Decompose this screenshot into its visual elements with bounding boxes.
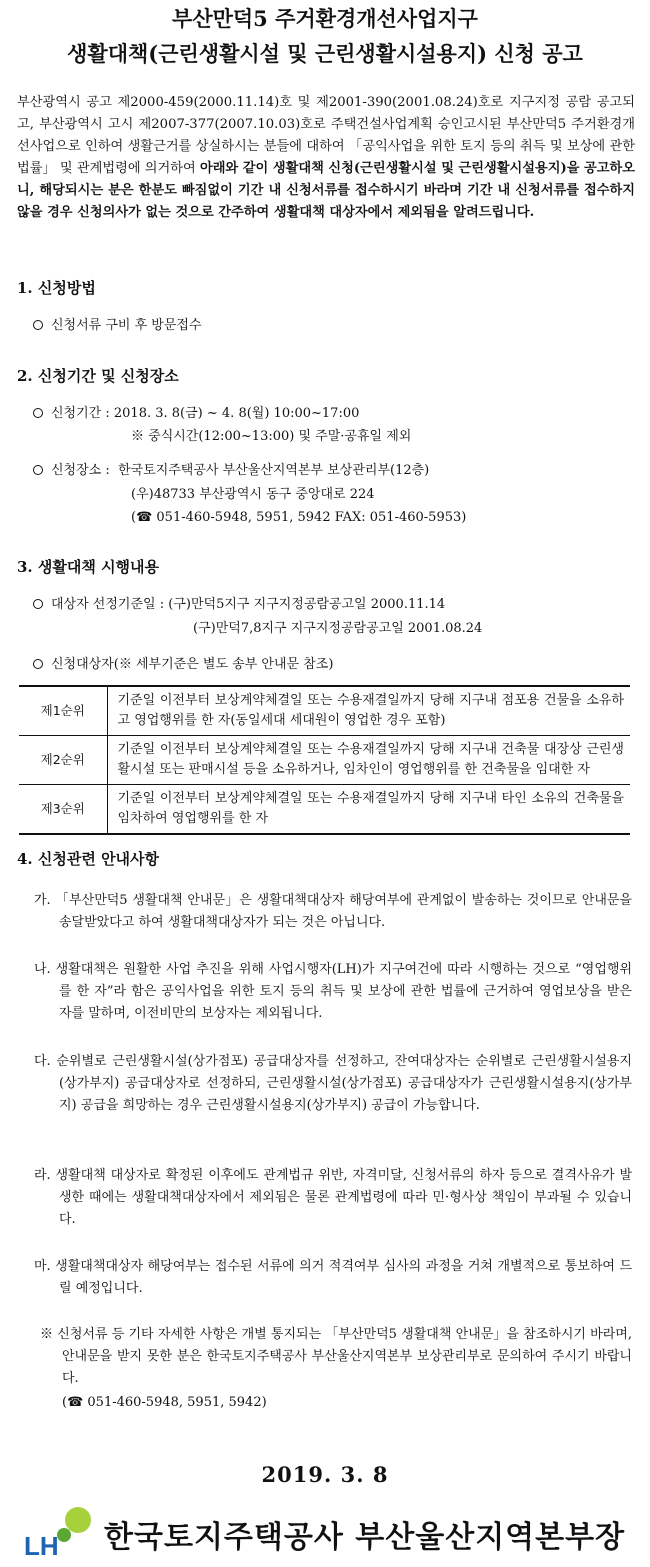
intro-paragraph (17, 92, 635, 224)
place-row (33, 461, 429, 481)
period-note: ※ 중식시간(12:00~13:00) 및 주말·공휴일 제외 (131, 429, 412, 444)
title-line-2: 생활대책(근린생활시설 및 근린생활시설용지) 신청 공고 (67, 41, 583, 66)
notice-item-da: 다. 순위별로 근린생활시설(상가점포) 공급대상자를 선정하고, 잔여대상자는 순위별로 근린생활시설용지(상가부지) 공급대상자로 선정하되, 근린생활시설(상가점포) 공급대상자가 근린생활시설용지(상가부지) 공급을 희망하는 경우 근린생활시설용지(상가부지) 공급이 가능합니다. (34, 1054, 632, 1113)
circle-bullet-icon (33, 408, 43, 418)
criteria-label: 대상자 선정기준일 : (51, 597, 165, 612)
rank-cell: 제1순위 (19, 686, 107, 736)
announcement-date: 2019. 3. 8 (261, 1462, 389, 1487)
rank-description: 기준일 이전부터 보상계약체결일 또는 수용재결일까지 당해 지구내 타인 소유의 건축물을 임차하여 영업행위를 한 자 (117, 791, 624, 826)
section4-heading: 4. 신청관련 안내사항 (17, 850, 160, 868)
criteria-row (33, 595, 445, 615)
lh-logo-icon (22, 1505, 98, 1559)
title-line-1: 부산만덕5 주거환경개선사업지구 (172, 6, 478, 31)
intro-normal-text: 부산광역시 공고 제2000-459(2000.11.14)호 및 제2001-390(2001.08.24)호로 지구지정 공람 공고되고, 부산광역시 고시 제2007-377(2007.10.03)호로 주택건설사업계획 승인고시된 부산만덕5 주거환경개선사업으로 인하여 생활근거를 상실하시는 분들에 대하여 「공익사업을 위한 토지 등의 취득 및 보상에 관한 법률」 및 관계법령에 의거하여 (17, 95, 635, 176)
notice-phone: (☎ 051-460-5948, 5951, 5942) (62, 1395, 267, 1410)
criteria-line-1: (구)만덕5지구 지구지정공람공고일 2000.11.14 (168, 597, 446, 612)
circle-bullet-icon (33, 320, 43, 330)
rank-cell: 제2순위 (19, 736, 107, 785)
table-row (19, 686, 630, 736)
intro-bold-text: 아래와 같이 생활대책 신청(근린생활시설 및 근린생활시설용지)을 공고하오니, 해당되시는 분은 한분도 빠짐없이 기간 내 신청서류를 접수하시기 바라며 기간 내 신청서류를 접수하지 않을 경우 신청의사가 없는 것으로 간주하여 생활대책 대상자에서 제외됨을 알려드립니다. (17, 161, 636, 220)
section1-heading: 1. 신청방법 (17, 279, 96, 297)
place-line-3: (☎ 051-460-5948, 5951, 5942 FAX: 051-460-5953) (131, 510, 467, 525)
place-line-2: (우)48733 부산광역시 동구 중앙대로 224 (131, 487, 375, 502)
notice-item-ma: 마. 생활대책대상자 해당여부는 접수된 서류에 의거 적격여부 심사의 과정을 거쳐 개별적으로 통보하여 드릴 예정입니다. (34, 1259, 632, 1296)
section1-item (33, 316, 202, 336)
logo-dot-light (65, 1507, 91, 1533)
rank-cell: 제3순위 (19, 785, 107, 835)
rank-description: 기준일 이전부터 보상계약체결일 또는 수용재결일까지 당해 지구내 점포용 건물을 소유하고 영업행위를 한 자(동일세대 세대원이 영업한 경우 포함) (117, 693, 624, 728)
circle-bullet-icon (33, 599, 43, 609)
section3-heading: 3. 생활대책 시행내용 (17, 558, 160, 576)
target-label: 신청대상자(※ 세부기준은 별도 송부 안내문 참조) (51, 657, 334, 672)
table-row (19, 785, 630, 835)
criteria-line-2: (구)만덕7,8지구 지구지정공람공고일 2001.08.24 (193, 621, 483, 636)
period-value: 2018. 3. 8(금) ~ 4. 8(월) 10:00~17:00 (113, 406, 360, 421)
logo-text: LH (24, 1531, 59, 1559)
place-line-1: 한국토지주택공사 부산울산지역본부 보상관리부(12층) (118, 463, 430, 478)
period-row (33, 404, 359, 424)
notice-item-ra: 라. 생활대책 대상자로 확정된 이후에도 관계법규 위반, 자격미달, 신청서류의 하자 등으로 결격사유가 발생한 때에는 생활대책대상자에서 제외됨은 물론 관계법령에 따라 민·형사상 책임이 부과될 수 있습니다. (34, 1168, 632, 1227)
section2-heading: 2. 신청기간 및 신청장소 (17, 367, 179, 385)
section1-item-text: 신청서류 구비 후 방문접수 (51, 318, 202, 333)
period-label: 신청기간 : (51, 406, 110, 421)
rank-table (19, 685, 630, 835)
rank-description: 기준일 이전부터 보상계약체결일 또는 수용재결일까지 당해 지구내 건축물 대장상 근린생활시설 또는 판매시설 등을 소유하거나, 임차인이 영업행위를 한 건축물을 임대한 자 (117, 742, 624, 777)
circle-bullet-icon (33, 659, 43, 669)
notice-item-na: 나. 생활대책은 원활한 사업 추진을 위해 사업시행자(LH)가 지구여건에 따라 시행하는 것으로 “영업행위를 한 자”라 함은 공익사업을 위한 토지 등의 취득 및 보상에 관한 법률에 근거하여 영업보상을 받은 자를 말하며, 이전비만의 보상자는 제외됩니다. (34, 962, 632, 1021)
circle-bullet-icon (33, 465, 43, 475)
notice-item-ga: 가. 「부산만덕5 생활대책 안내문」은 생활대책대상자 해당여부에 관계없이 발송하는 것이므로 안내문을 송달받았다고 하여 생활대책대상자가 되는 것은 아닙니다. (34, 893, 632, 930)
place-label: 신청장소 : (51, 463, 110, 478)
logo-dot-dark (57, 1528, 71, 1542)
organization-name: 한국토지주택공사 부산울산지역본부장 (104, 1520, 626, 1555)
notice-footnote: ※ 신청서류 등 기타 자세한 사항은 개별 통지되는 「부산만덕5 생활대책 안내문」을 참조하시기 바라며, 안내문을 받지 못한 분은 한국토지주택공사 부산울산지역본부 보상관리부로 문의하여 주시기 바랍니다. (40, 1327, 632, 1386)
target-row (33, 655, 333, 675)
table-row (19, 736, 630, 785)
